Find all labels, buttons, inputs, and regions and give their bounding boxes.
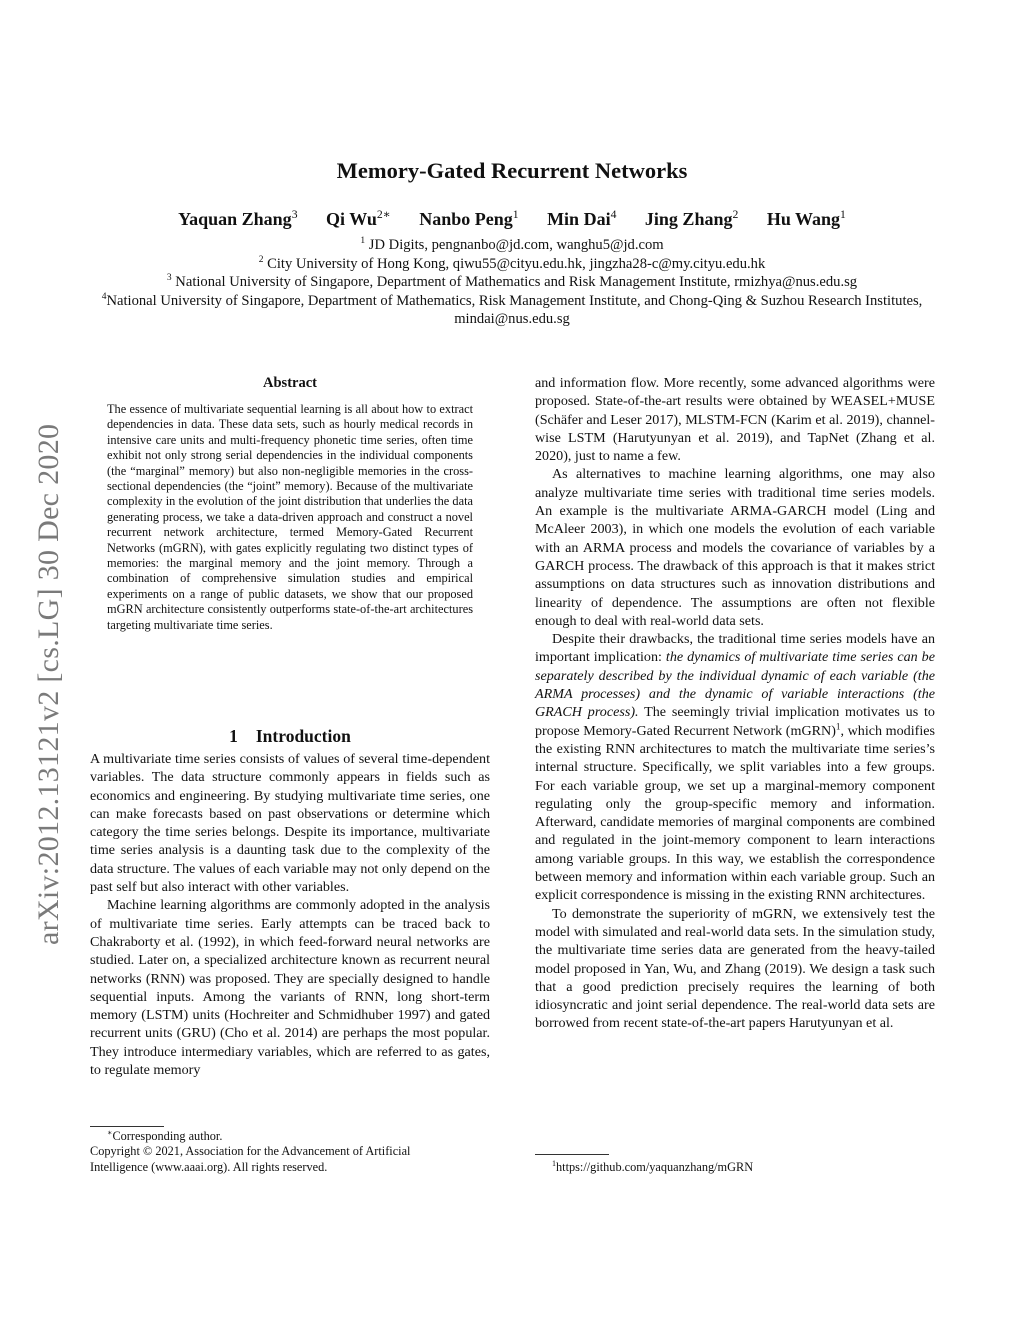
- copyright-line: Copyright © 2021, Association for the Advancement of Artificial: [90, 1144, 411, 1159]
- footnote-marker: 1: [835, 720, 841, 731]
- affiliation-list: [70, 236, 954, 329]
- emphasized-text: the dynamics of multivariate time series can be separately described by the individual dynamic of each variable (the ARMA processes) and the dynamic of variable interactions (the GRACH process).: [535, 649, 935, 721]
- affiliation: $^1$ JD Digits, pengnanbo@jd.com, wanghu5@jd.com: [360, 236, 664, 253]
- abstract-text: The essence of multivariate sequential learning is all about how to extract dependencies in data. These data sets, such as hourly medical records in intensive care units and multi-frequency phonetic time series, often time exhibit not only strong serial dependencies in the individual components (the “marginal” memory) but also non-negligible memories in the cross-sectional dependencies (the “joint” memory). Because of the multivariate complexity in the evolution of the joint distribution that underlies the data generating process, we take a data-driven approach and construct a novel recurrent network architecture, termed Memory-Gated Recurrent Networks (mGRN), with gates explicitly regulating two distinct types of memories: the marginal memory and the joint memory. Through a combination of comprehensive simulation studies and empirical experiments on a range of public datasets, we show that our proposed mGRN architecture consistently outperforms state-of-the-art architectures targeting multivariate time series.: [107, 402, 473, 632]
- section-title: Introduction: [255, 726, 351, 746]
- copyright-line: Intelligence (www.aaai.org). All rights reserved.: [90, 1159, 328, 1174]
- left-column-body: [90, 750, 490, 1079]
- author: Yaquan Zhang$^3$: [178, 208, 298, 229]
- footnote: $^1$https://github.com/yaquanzhang/mGRN: [552, 1158, 754, 1174]
- author: Nanbo Peng$^1$: [419, 208, 519, 229]
- affiliation: $^3$ National University of Singapore, Department of Mathematics and Risk Management Institute, rmizhya@nus.edu.sg: [166, 273, 858, 290]
- footnote-rule: [535, 1154, 609, 1155]
- affiliation: $^4$National University of Singapore, Department of Mathematics, Risk Management Institute, and Chong-Qing & Suzhou Research Institutes, mindai@nus.edu.sg: [101, 291, 923, 327]
- author: Qi $Wu^{2∗}$: [326, 208, 391, 229]
- footnote-rule: [90, 1126, 164, 1127]
- paragraph: As alternatives to machine learning algorithms, one may also analyze multivariate time series with traditional time series models. An example is the multivariate ARMA-GARCH model (Ling and McAleer 2003), in which one models the evolution of each variable with an ARMA process and models the covariance of variables by a GARCH process. The drawback of this approach is that it makes strict assumptions on data structures such as innovation distributions and linearity of dependence. The assumptions are often not flexible enough to deal with real-world data sets.: [535, 466, 935, 629]
- arxiv-watermark: arXiv:2012.13121v2 [cs.LG] 30 Dec 2020: [32, 423, 65, 945]
- section-heading: [90, 726, 490, 747]
- left-footnotes: [90, 1129, 490, 1175]
- affiliation: $^2$ City University of Hong Kong, qiwu55@cityu.edu.hk, jingzha28-c@my.cityu.edu.hk: [258, 254, 766, 272]
- paragraph: Despite their drawbacks, the traditional time series models have an important implication: the dynamics of multivariate time series can be separately described by the individual dynamic of each variable (the ARMA processes) and the dynamic of variable interactions (the GRACH process). The seemingly trivial implication motivates us to propose Memory-Gated Recurrent Network (mGRN)$^1$, which modifies the existing RNN architectures to match the multivariate time series’s internal structure. Specifically, we split variables into a few groups. For each variable group, we set up a marginal-memory component regulating only the group-specific memory and information. Afterward, candidate memories of marginal components are combined and regulated in the joint-memory component to learn interactions among variable groups. In this way, we establish the correspondence between memory and information within each variable group. Such an explicit correspondence is missing in the existing RNN architectures.: [535, 631, 935, 904]
- paragraph: A multivariate time series consists of values of several time-dependent variables. The data structure commonly appears in fields such as economics and engineering. By studying multivariate time series, one can make forecasts based on past observations or determine which category the time series belongs. Despite its importance, multivariate time series analysis is a daunting task due to the complexity of the data structure. The values of each variable may not only depend on the past self but also interact with other variables.: [90, 751, 490, 896]
- paragraph: To demonstrate the superiority of mGRN, we extensively test the model with simulated and real-world data sets. In the simulation study, the multivariate time series data are generated from the heavy-tailed model proposed in Yan, Wu, and Zhang (2019). We design a task such that a good prediction precisely requires the learning of both idiosyncratic and joint serial dependence. The real-world data sets are borrowed from recent state-of-the-art papers Harutyunyan et al.: [535, 905, 935, 1032]
- right-column-body: [535, 374, 935, 1033]
- paper-title: Memory-Gated Recurrent Networks: [336, 158, 688, 183]
- paragraph: Machine learning algorithms are commonly adopted in the analysis of multivariate time series. Early attempts can be traced back to Chakraborty et al. (1992), in which feed-forward neural networks are studied. Later on, a specialized architecture known as recurrent neural networks (RNN) was proposed. They are specially designed to handle sequential inputs. Among the variants of RNN, long short-term memory (LSTM) units (Hochreiter and Schmidhuber 1997) and gated recurrent units (GRU) (Cho et al. 2014) are perhaps the most popular. They introduce intermediary variables, which are referred to as gates, to regulate memory: [90, 897, 490, 1079]
- footnote: ∗Corresponding author.: [107, 1127, 223, 1143]
- paragraph: and information flow. More recently, some advanced algorithms were proposed. State-of-the-art results were obtained by WEASEL+MUSE (Schäfer and Leser 2017), MLSTM-FCN (Karim et al. 2019), channel-wise LSTM (Harutyunyan et al. 2019), and TapNet (Zhang et al. 2020), just to name a few.: [535, 375, 935, 465]
- author: Min Dai$^4$: [547, 208, 617, 229]
- section-number: 1: [229, 726, 238, 746]
- author-list: [0, 209, 1024, 230]
- abstract-heading: Abstract: [263, 375, 317, 391]
- footnote-link[interactable]: https://github.com/yaquanzhang/mGRN: [556, 1160, 754, 1174]
- author: Hu Wang$^1$: [766, 208, 846, 229]
- author: Jing Zhang$^2$: [644, 208, 739, 229]
